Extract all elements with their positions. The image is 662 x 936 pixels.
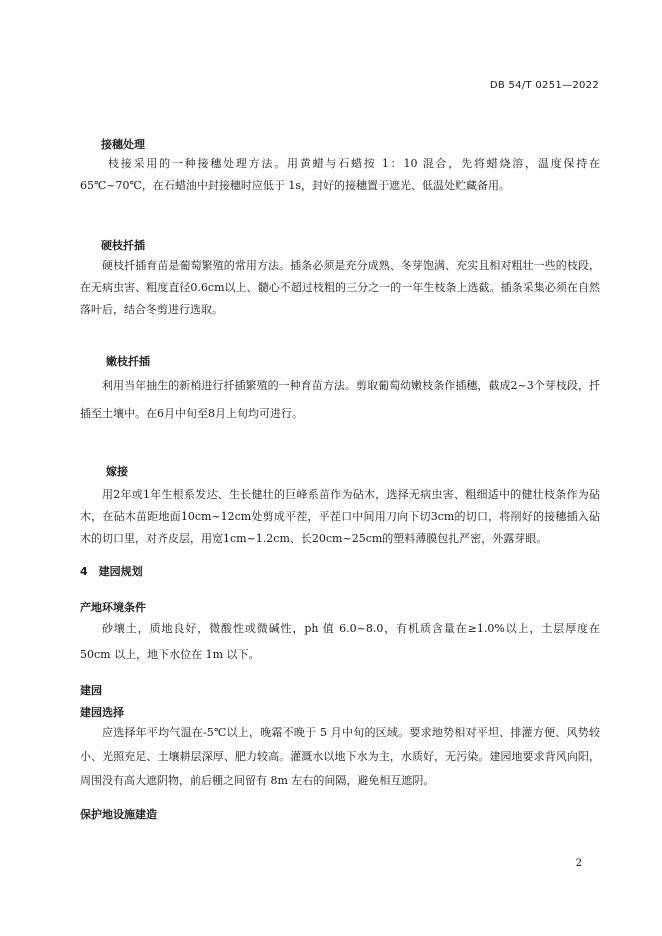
- heading-softwood-cutting: 嫩枝扦插: [106, 355, 150, 368]
- paragraph-environment-conditions: 砂壤土，质地良好，微酸性或微碱性，ph 值 6.0~8.0，有机质含量在≥1.0%以上，土层厚度在 50cm 以上，地下水位在 1m 以下。: [80, 622, 600, 661]
- document-code: DB 54/T 0251—2022: [489, 80, 599, 91]
- paragraph-site-selection: 应选择年平均气温在-5℃以上，晚霜不晚于 5 月中旬的区域。要求地势相对平坦、排灌方便、风势较小、光照充足、土壤耕层深厚、肥力较高。灌溉水以地下水为主，水质好，无污染。建园地要求背风向阳，周围没有高大遮阴物，前后棚之间留有 8m 左右的间隔，避免相互遮阴。: [80, 726, 600, 787]
- heading-orchard-planning: 4 建园规划: [80, 565, 143, 578]
- page-number: 2: [575, 858, 582, 869]
- heading-environment-conditions: 产地环境条件: [80, 601, 146, 614]
- paragraph-hardwood-cutting: 硬枝扦插育苗是葡萄繁殖的常用方法。插条必须是充分成熟、冬芽饱满、充实且相对粗壮一些的枝段，在无病虫害、粗度直径0.6cm以上、髓心不超过枝粗的三分之一的一年生枝条上选截。插条采集必须在自然落叶后，结合冬剪进行选取。: [80, 259, 600, 316]
- paragraph-grafting: 用2年或1年生根系发达、生长健壮的巨峰系苗作为砧木，选择无病虫害、粗细适中的健壮枝条作为砧木，在砧木苗距地面10cm~12cm处剪成平茬，平茬口中间用刀向下切3cm的切口，将削好的接穗插入砧木的切口里，对齐皮层，用宽1cm~1.2cm、长20cm~25cm的塑料薄膜包扎严密，外露芽眼。: [80, 488, 600, 545]
- heading-protected-facility: 保护地设施建造: [80, 808, 157, 821]
- heading-site-selection: 建园选择: [80, 706, 124, 719]
- heading-orchard-establishment: 建园: [80, 684, 102, 697]
- heading-grafting: 嫁接: [106, 465, 128, 478]
- paragraph-scion-treatment: 枝接采用的一种接穗处理方法。用黄蜡与石蜡按 1：10 混合，先将蜡烧溶，温度保持在 65℃~70℃，在石蜡油中封接穗时应低于 1s，封好的接穗置于遮光、低温处贮藏备用。: [80, 157, 600, 192]
- heading-hardwood-cutting: 硬枝扦插: [101, 239, 145, 252]
- paragraph-softwood-cutting: 利用当年抽生的新梢进行扦插繁殖的一种育苗方法。剪取葡萄幼嫩枝条作插穗，截成2~3个芽枝段，扦插至土壤中。在6月中旬至8月上旬均可进行。: [80, 379, 600, 420]
- heading-scion-treatment: 接穗处理: [101, 138, 145, 151]
